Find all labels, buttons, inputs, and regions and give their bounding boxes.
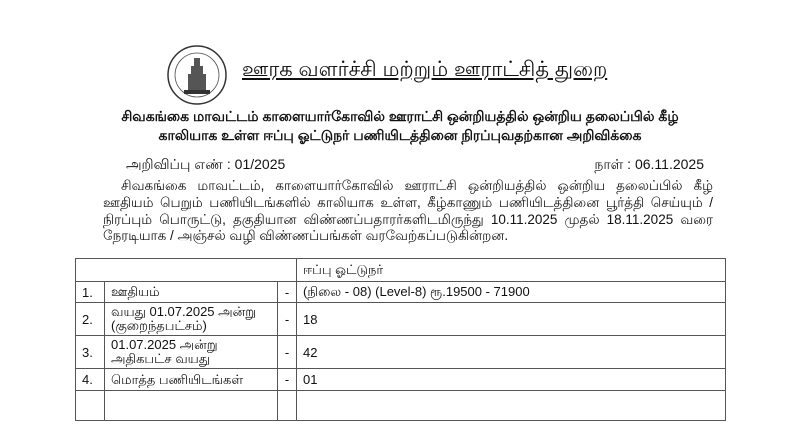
table-row-partial xyxy=(76,391,726,421)
row-no: 1. xyxy=(76,282,105,303)
subtitle-line-2: காலியாக உள்ள ஈப்பு ஓட்டுநர் பணியிடத்தினை நிரப்புவதற்கான அறிவிக்கை xyxy=(158,127,642,143)
department-title: ஊரக வளர்ச்சி மற்றும் ஊராட்சித் துறை xyxy=(242,58,608,81)
row-value: (நிலை - 08) (Level-8) ரூ.19500 - 71900 xyxy=(297,282,726,303)
row-label: மொத்த பணியிடங்கள் xyxy=(105,369,278,391)
table-row xyxy=(76,282,726,303)
table-row xyxy=(76,369,726,391)
row-no: 2. xyxy=(76,303,105,336)
table-header-row xyxy=(76,259,726,282)
tamil-nadu-emblem xyxy=(166,44,228,106)
row-label: ஊதியம் xyxy=(105,282,278,303)
empty-cell xyxy=(105,391,278,421)
post-name: ஈப்பு ஓட்டுநர் xyxy=(297,259,726,282)
empty-cell xyxy=(76,391,105,421)
paragraph-text: சிவகங்கை மாவட்டம், காளையார்கோவில் ஊராட்சி ஒன்றியத்தில் ஒன்றிய தலைப்பில் கீழ் ஊதியம் பெறும் பணியிடங்களில் காலியாக உள்ள, கீழ்காணும் பணியிடத்தினை பூர்த்தி செய்யும் / நிரப்பும் பொருட்டு, தகுதியான விண்ணப்பதாரர்களிடமிருந்து 10.11.2025 முதல் 18.11.2025 வரை நேரடியாக / அஞ்சல் வழி விண்ணப்பங்கள் வரவேற்கப்படுகின்றன. xyxy=(103,178,713,244)
row-dash: - xyxy=(278,303,297,336)
empty-cell xyxy=(297,391,726,421)
header-blank xyxy=(76,259,297,282)
notice-number: அறிவிப்பு எண் : 01/2025 xyxy=(126,156,286,172)
body-paragraph xyxy=(103,178,713,245)
table-row xyxy=(76,303,726,336)
notice-date: நாள் : 06.11.2025 xyxy=(594,156,704,172)
row-dash: - xyxy=(278,369,297,391)
empty-cell xyxy=(278,391,297,421)
row-value: 18 xyxy=(297,303,726,336)
subtitle-line-1: சிவகங்கை மாவட்டம் காளையார்கோவில் ஊராட்சி ஒன்றியத்தில் ஒன்றிய தலைப்பில் கீழ் xyxy=(121,108,679,124)
table-row xyxy=(76,336,726,369)
row-dash: - xyxy=(278,336,297,369)
vacancy-table xyxy=(75,258,726,421)
row-label: வயது 01.07.2025 அன்று (குறைந்தபட்சம்) xyxy=(105,303,278,336)
row-no: 3. xyxy=(76,336,105,369)
row-no: 4. xyxy=(76,369,105,391)
row-label: 01.07.2025 அன்று அதிகபட்ச வயது xyxy=(105,336,278,369)
row-value: 01 xyxy=(297,369,726,391)
row-value: 42 xyxy=(297,336,726,369)
row-dash: - xyxy=(278,282,297,303)
